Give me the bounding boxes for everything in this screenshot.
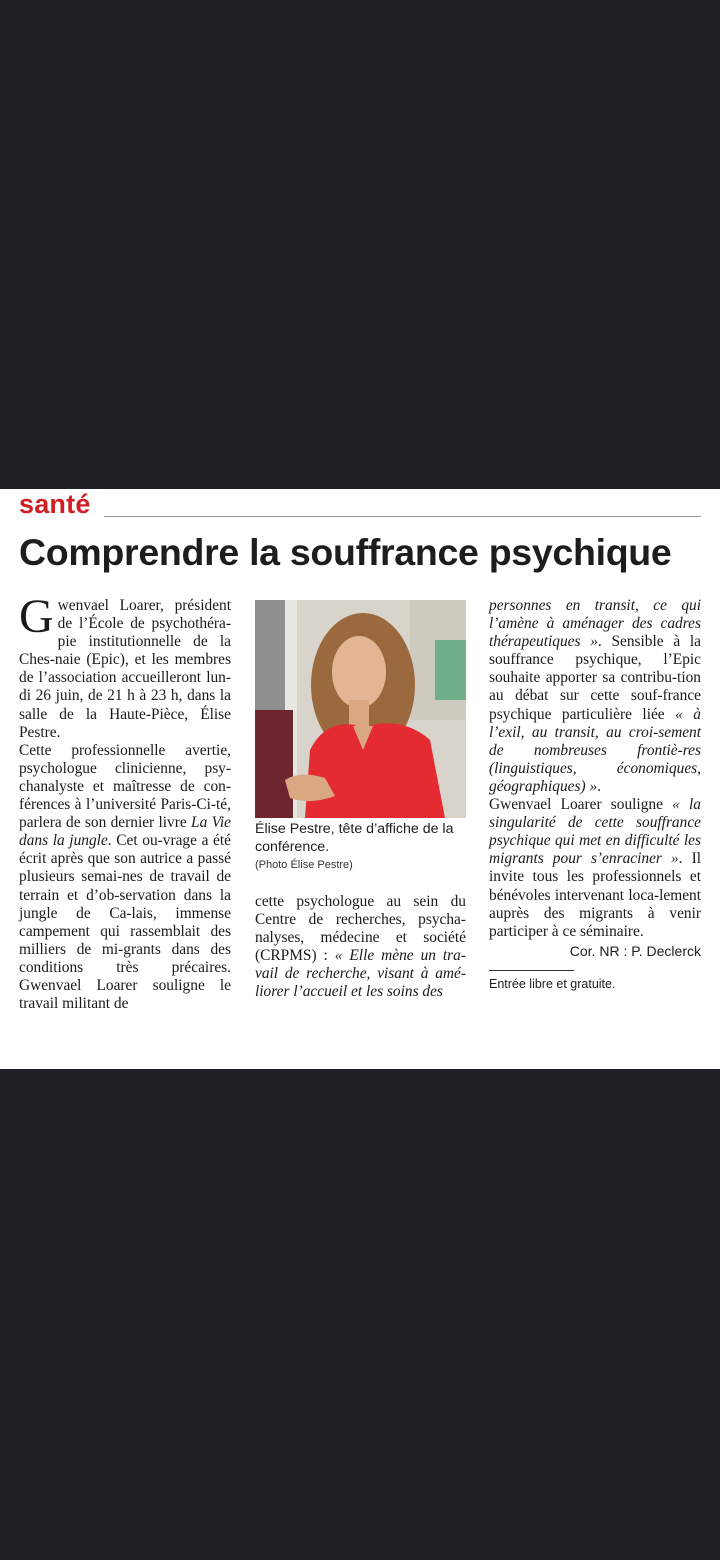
singularity-quote: « la singularité de cette souffrance psychique qui met en difficulté les migrants pour s’enraciner »	[489, 796, 701, 868]
invitation-text: Gwenvael Loarer souligne	[489, 796, 673, 814]
exile-text: . Sensible à la souffrance psychique, l’Epic souhaite apporter sa contribu-tion au débat sur cette souf-france psychique particulière liée	[489, 633, 701, 723]
research-text: cette psychologue au sein du Centre de recherches, psycha-nalyses, médecine et société (CRPMS) :	[255, 893, 466, 965]
profile-text-cont: . Cet ou-vrage a été écrit après que son autrice a passé plusieurs semai-nes de travail de terrain et d’ob-servation dans la jungle de Ca-lais, immense campement qui rassemblait des milliers de mi-grants dans des conditions très précaires. Gwenvael Loarer souligne le travail militant de	[19, 832, 231, 1013]
photo-caption: Élise Pestre, tête d’affiche de la conférence.	[255, 821, 454, 855]
paragraph-invitation	[489, 796, 701, 941]
article-headline: Comprendre la souffrance psychique	[19, 531, 672, 573]
article-column-2	[255, 893, 466, 1002]
exile-quote: « à l’exil, au transit, au croi-sement de nombreuses frontiè-res (linguistiques, économiques, géographiques) »	[489, 705, 701, 795]
byline: Cor. NR : P. Declerck	[569, 943, 701, 959]
paragraph-exile	[489, 597, 701, 796]
drop-cap: G	[19, 590, 54, 643]
section-rubric: santé	[19, 489, 91, 519]
photo-credit: (Photo Élise Pestre)	[255, 859, 353, 871]
paragraph-research	[255, 893, 466, 1002]
newspaper-clipping	[0, 489, 720, 1069]
profile-text: Cette professionnelle avertie, psychologue clinicienne, psy-chanalyste et maîtresse de con-férences à l’université Paris-Ci-té, parlera de son dernier livre	[19, 741, 231, 832]
info-divider	[489, 970, 574, 971]
invitation-text-cont: . Il invite tous les professionnels et bénévoles intervenant loca-lement auprès des migrants à venir participer à ce séminaire.	[489, 850, 701, 940]
paragraph-profile	[19, 742, 231, 1013]
rubric-divider	[104, 516, 701, 517]
portrait-photo	[255, 600, 466, 818]
portrait-illustration	[255, 600, 466, 818]
transit-quote: personnes en transit, ce qui l’amène à aménager des cadres thérapeutiques »	[489, 597, 701, 651]
paragraph-intro	[19, 590, 231, 742]
research-quote: « Elle mène un tra-vail de recherche, visant à amé-liorer l’accueil et les soins des	[255, 947, 466, 1001]
article-column-1	[19, 590, 231, 1013]
exile-text-end: .	[597, 777, 602, 795]
practical-info: Entrée libre et gratuite.	[489, 977, 616, 991]
intro-text: wenvael Loarer, président de l’École de psychothéra-pie institutionnelle de la Ches-naie (Epic), et les membres de l’association accueilleront lun-di 26 juin, de 21 h à 23 h, dans la salle de la Haute-Pièce, Élise Pestre.	[19, 597, 231, 741]
article-column-3	[489, 597, 701, 941]
book-title: La Vie dans la jungle	[19, 814, 231, 850]
